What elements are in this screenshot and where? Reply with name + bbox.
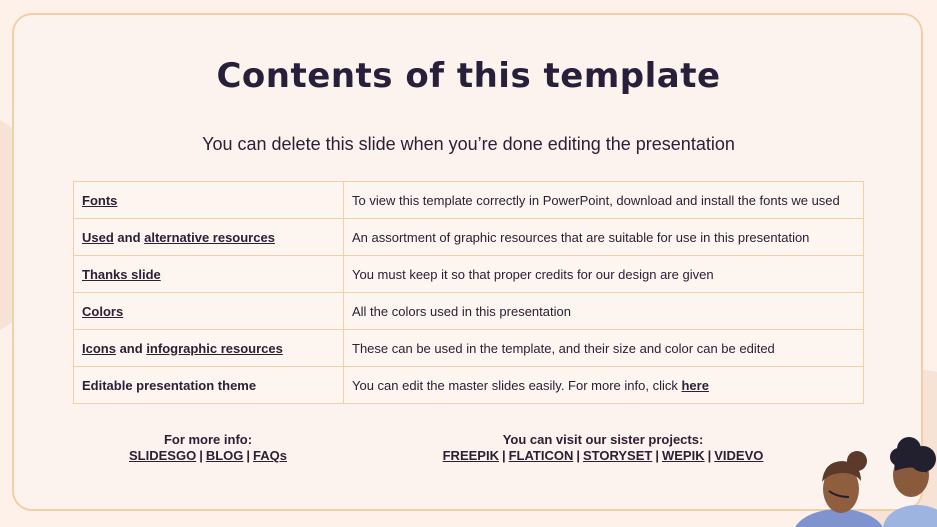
people-illustration: [777, 427, 937, 527]
table-row: [74, 182, 864, 219]
row-description-cell: [344, 293, 864, 330]
row-description-cell: [344, 367, 864, 404]
footer-sister-projects-heading: You can visit our sister projects:: [502, 432, 704, 447]
link-faqs[interactable]: FAQs: [253, 448, 287, 463]
row-label-cell: [74, 256, 344, 293]
label-text: Editable presentation theme: [82, 377, 257, 393]
row-description-cell: [344, 219, 864, 256]
resource-link[interactable]: alternative resources: [144, 229, 275, 245]
table-row: [74, 330, 864, 367]
row-label-cell: [74, 293, 344, 330]
link-videvo[interactable]: VIDEVO: [714, 448, 764, 463]
resource-link[interactable]: Colors: [82, 303, 124, 319]
footer-more-info-heading: For more info:: [163, 432, 253, 447]
resource-link[interactable]: Used: [82, 229, 114, 245]
link-separator: |: [199, 448, 203, 463]
row-description: To view this template correctly in PowerPoint, download and install the fonts we used: [352, 192, 840, 208]
row-description: An assortment of graphic resources that are suitable for use in this presentation: [352, 229, 810, 245]
table-row: [74, 256, 864, 293]
resource-link[interactable]: infographic resources: [146, 340, 283, 356]
row-label-cell: [74, 219, 344, 256]
row-description-cell: [344, 182, 864, 219]
row-description-cell: [344, 256, 864, 293]
footer-more-info-links: [108, 448, 308, 464]
row-description: These can be used in the template, and their size and color can be edited: [352, 340, 775, 356]
resource-link[interactable]: Icons: [82, 340, 116, 356]
link-separator: |: [246, 448, 251, 463]
row-label-cell: [74, 367, 344, 404]
slide-subtitle: You can delete this slide when you’re done editing the presentation: [202, 134, 735, 154]
slide-title: Contents of this template: [216, 56, 721, 96]
table-row: [74, 219, 864, 256]
footer-more-info: [108, 432, 308, 464]
link-slidesgo[interactable]: SLIDESGO: [129, 448, 197, 463]
table-row: [74, 367, 864, 404]
row-description: You must keep it so that proper credits for our design are given: [352, 266, 714, 282]
footer-sister-projects-links: [423, 448, 783, 464]
label-text: and: [115, 340, 147, 356]
resource-link[interactable]: Fonts: [82, 192, 118, 208]
resource-link[interactable]: Thanks slide: [82, 266, 161, 282]
link-wepik[interactable]: WEPIK: [661, 448, 705, 463]
link-blog[interactable]: BLOG: [205, 448, 244, 463]
contents-table: [73, 181, 864, 404]
table-row: [74, 293, 864, 330]
label-text: and: [113, 229, 145, 245]
row-description-cell: [344, 330, 864, 367]
link-separator: |: [576, 448, 580, 463]
link-separator: |: [655, 448, 659, 463]
here-link[interactable]: here: [681, 377, 709, 393]
link-freepik[interactable]: FREEPIK: [442, 448, 499, 463]
link-separator: |: [501, 448, 506, 463]
link-flaticon[interactable]: FLATICON: [508, 448, 574, 463]
row-label-cell: [74, 182, 344, 219]
row-label-cell: [74, 330, 344, 367]
link-storyset[interactable]: STORYSET: [582, 448, 653, 463]
row-description: All the colors used in this presentation: [352, 303, 571, 319]
link-separator: |: [707, 448, 712, 463]
row-description: You can edit the master slides easily. For more info, click: [352, 377, 682, 393]
footer-sister-projects: [423, 432, 783, 464]
